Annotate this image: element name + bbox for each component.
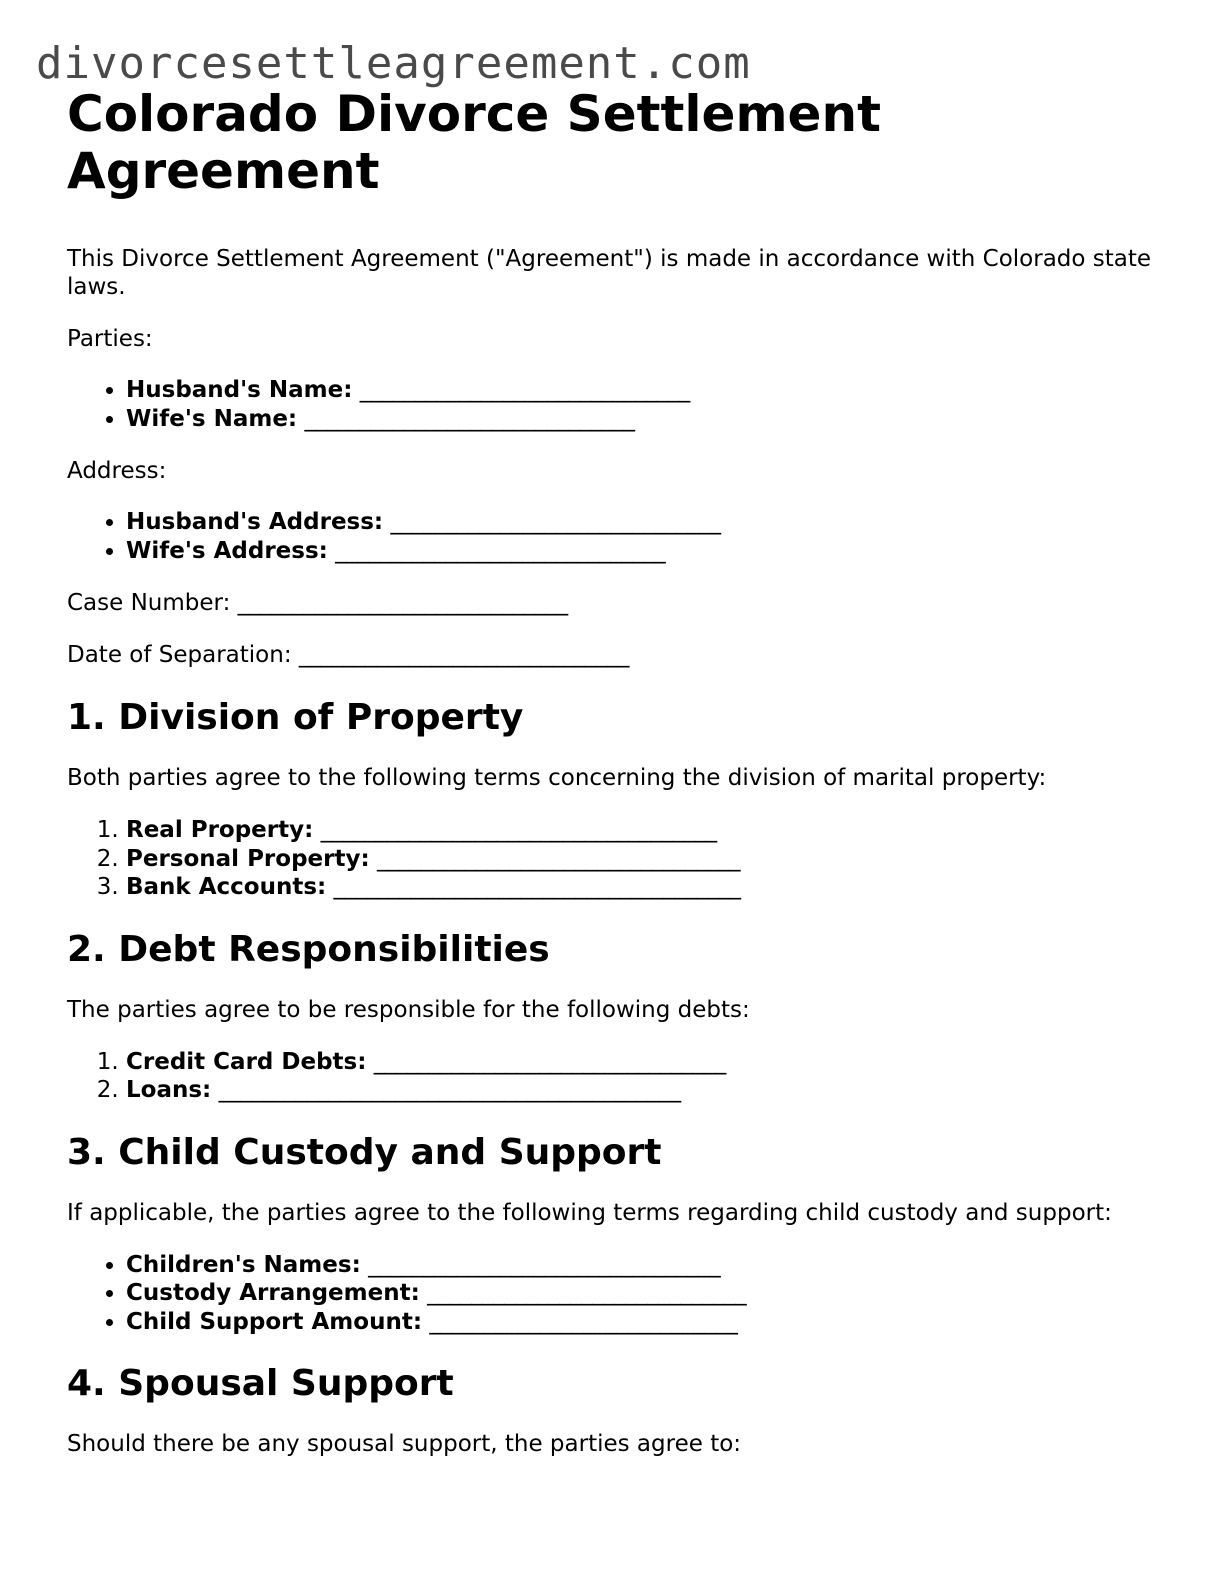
section-text-debts: The parties agree to be responsible for the following debts: [67,996,750,1023]
section-text-spousal-support: Should there be any spousal support, the parties agree to: [67,1431,742,1457]
section-heading-debts: 2. Debt Responsibilities [67,928,550,970]
blank-line: ______________________________ [237,590,568,616]
blank-line: _____________________________ [427,1280,747,1306]
field-label: Loans: [126,1077,212,1103]
site-watermark: divorcesettleagreement.com [36,38,751,89]
list-item [126,873,1177,902]
list-item [126,508,1177,537]
section-text-property: Both parties agree to the following terms concerning the division of marital property: [67,765,1047,791]
blank-line: ______________________________ [335,537,666,564]
case-number-label: Case Number: [67,590,231,616]
parties-list [67,376,1177,433]
field-label: Wife's Name: [126,405,298,432]
field-label: Real Property: [126,817,314,843]
section-heading-spousal-support: 4. Spousal Support [67,1363,454,1404]
list-item [126,537,1177,566]
field-label: Husband's Address: [126,509,384,535]
list-item [126,1048,1177,1077]
field-label: Bank Accounts: [126,874,327,900]
address-label: Address: [67,458,167,484]
field-label: Custody Arrangement: [126,1280,420,1306]
case-number-line [67,589,1177,617]
list-item [126,1076,1177,1105]
list-item [126,1251,1177,1280]
blank-line: ______________________________ [359,377,690,403]
list-item [126,845,1177,874]
blank-line: ________________________________ [368,1251,721,1278]
blank-line: _____________________________________ [333,874,741,900]
field-label: Husband's Name: [126,377,353,403]
blank-line: ______________________________ [390,509,721,535]
blank-line: __________________________________________ [218,1077,681,1103]
debts-list [67,1048,1177,1105]
date-of-separation-line [67,641,1177,669]
list-item [126,1308,1177,1337]
list-item [126,816,1177,845]
blank-line: ____________________________________ [320,817,717,843]
address-list [67,508,1177,565]
section-heading-property: 1. Division of Property [67,697,524,738]
field-label: Children's Names: [126,1251,361,1278]
list-item [126,376,1177,405]
blank-line: ____________________________ [429,1308,738,1335]
date-of-separation-label: Date of Separation: [67,642,292,668]
document-title: Colorado Divorce Settlement Agreement [67,85,881,200]
section-heading-custody: 3. Child Custody and Support [67,1131,662,1173]
blank-line: ______________________________ [298,642,629,668]
section-text-custody: If applicable, the parties agree to the following terms regarding child custody and support: [67,1199,1112,1226]
intro-paragraph: This Divorce Settlement Agreement ("Agreement") is made in accordance with Colorado state laws. [67,246,1152,300]
property-list [67,816,1177,902]
field-label: Credit Card Debts: [126,1048,367,1075]
field-label: Child Support Amount: [126,1308,423,1335]
custody-list [67,1251,1177,1337]
field-label: Wife's Address: [126,537,328,564]
blank-line: _________________________________ [376,845,740,872]
list-item [126,1279,1177,1308]
blank-line: ______________________________ [304,405,635,432]
field-label: Personal Property: [126,845,370,872]
list-item [126,405,1177,434]
agreement-document [67,86,1177,1458]
blank-line: ________________________________ [373,1048,726,1075]
parties-label: Parties: [67,326,153,352]
